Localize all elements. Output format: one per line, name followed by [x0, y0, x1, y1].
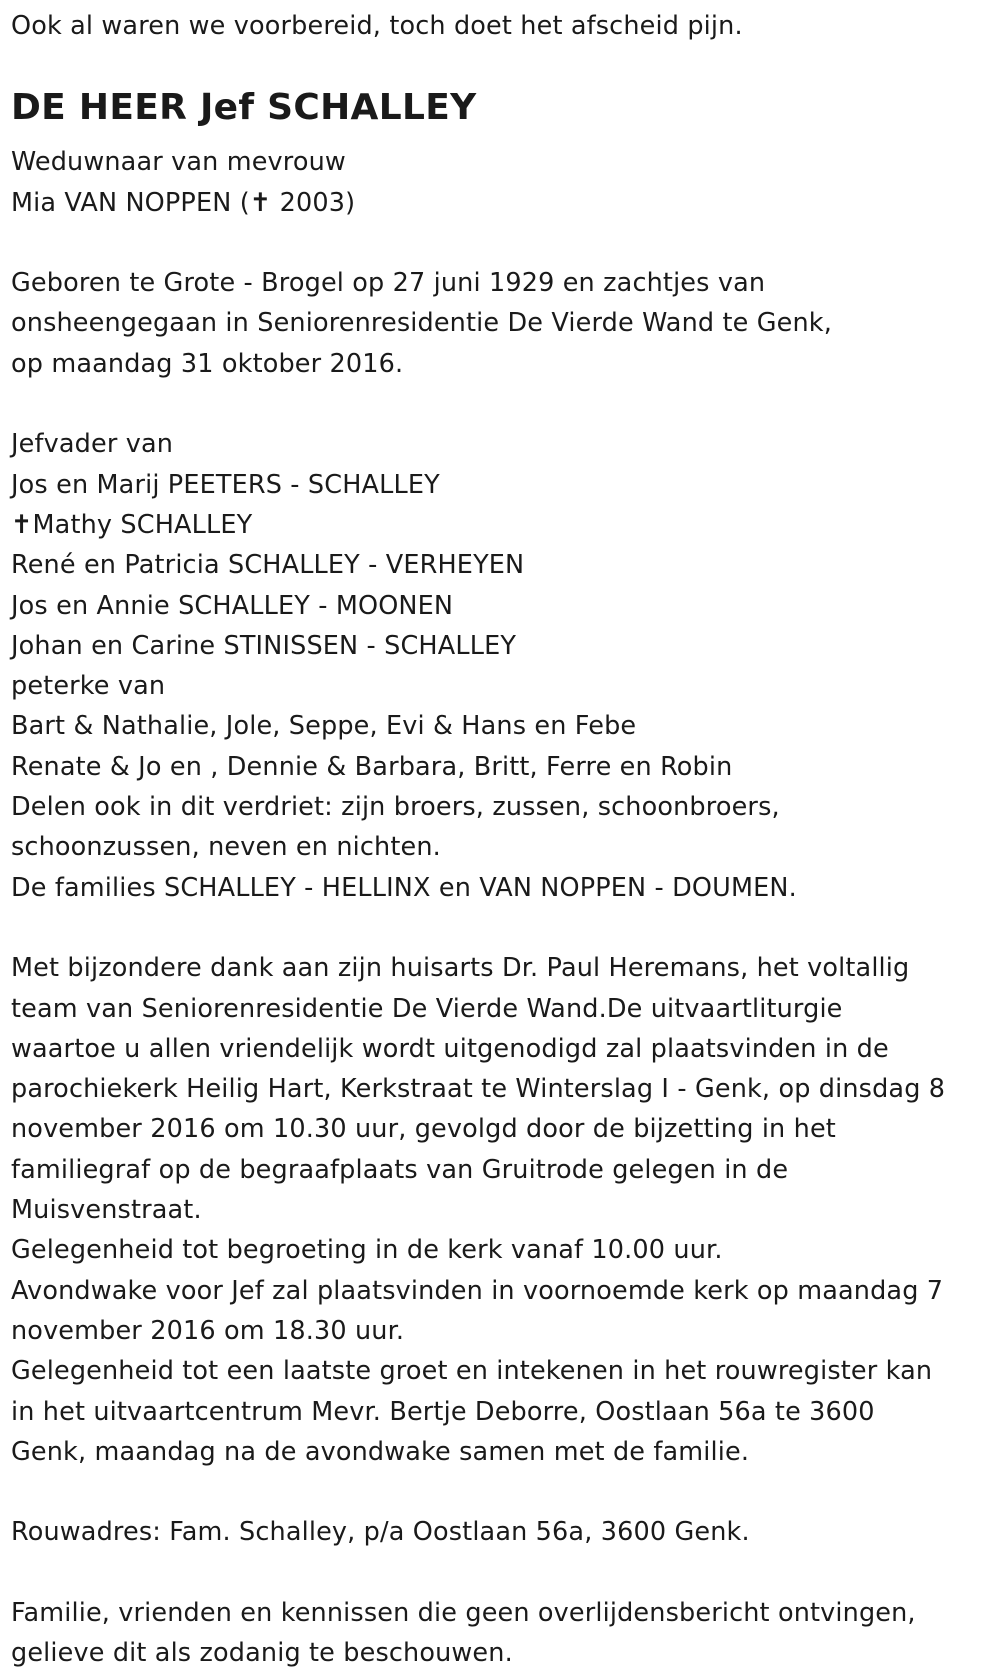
spacer — [11, 46, 996, 84]
closing-line: gelieve dit als zodanig te beschouwen. — [11, 1638, 513, 1669]
spacer — [11, 1553, 996, 1593]
spacer — [11, 223, 996, 263]
ceremony-line: waartoe u allen vriendelijk wordt uitgenodigd zal plaatsvinden in de — [11, 1033, 889, 1064]
family-line: Renate & Jo en , Dennie & Barbara, Britt, Ferre en Robin — [11, 751, 733, 782]
ceremony-line: parochiekerk Heilig Hart, Kerkstraat te Winterslag I - Genk, op dinsdag 8 — [11, 1074, 946, 1105]
deceased-name-title: DE HEER Jef SCHALLEY — [11, 87, 477, 129]
family-line: Jefvader van — [11, 429, 174, 460]
ceremony-line: Genk, maandag na de avondwake samen met de familie. — [11, 1436, 750, 1467]
spouse-line: Weduwnaar van mevrouw — [11, 147, 346, 178]
ceremony-block — [11, 948, 996, 1472]
closing-line: Familie, vrienden en kennissen die geen overlijdensbericht ontvingen, — [11, 1597, 916, 1628]
family-line: Delen ook in dit verdriet: zijn broers, zussen, schoonbroers, — [11, 792, 780, 823]
obituary-notice — [11, 0, 996, 1674]
spacer — [11, 908, 996, 948]
ceremony-line: Met bijzondere dank aan zijn huisarts Dr. Paul Heremans, het voltallig — [11, 953, 910, 984]
spacer — [11, 1472, 996, 1512]
spacer — [11, 384, 996, 424]
spouse-line: Mia VAN NOPPEN (✝ 2003) — [11, 187, 356, 218]
ceremony-line: Avondwake voor Jef zal plaatsvinden in voornoemde kerk op maandag 7 — [11, 1275, 944, 1306]
birth-death-block — [11, 263, 996, 384]
family-line: Jos en Annie SCHALLEY - MOONEN — [11, 590, 454, 621]
ceremony-line: november 2016 om 10.30 uur, gevolgd door de bijzetting in het — [11, 1114, 836, 1145]
family-line: Jos en Marij PEETERS - SCHALLEY — [11, 469, 440, 500]
family-line: schoonzussen, neven en nichten. — [11, 832, 441, 863]
ceremony-line: team van Seniorenresidentie De Vierde Wand.De uitvaartliturgie — [11, 993, 843, 1024]
family-line: ✝Mathy SCHALLEY — [11, 509, 253, 540]
ceremony-line: Gelegenheid tot begroeting in de kerk vanaf 10.00 uur. — [11, 1235, 723, 1266]
closing-block — [11, 1593, 996, 1674]
birth-death-line: Geboren te Grote - Brogel op 27 juni 1929 en zachtjes van — [11, 268, 766, 299]
opening-line: Ook al waren we voorbereid, toch doet het afscheid pijn. — [11, 11, 743, 41]
family-line: René en Patricia SCHALLEY - VERHEYEN — [11, 550, 525, 581]
spouse-block — [11, 142, 996, 223]
family-line: peterke van — [11, 671, 166, 702]
ceremony-line: november 2016 om 18.30 uur. — [11, 1315, 405, 1346]
family-line: Bart & Nathalie, Jole, Seppe, Evi & Hans en Febe — [11, 711, 637, 742]
ceremony-line: familiegraf op de begraafplaats van Gruitrode gelegen in de — [11, 1154, 789, 1185]
birth-death-line: onsheengegaan in Seniorenresidentie De Vierde Wand te Genk, — [11, 308, 832, 339]
birth-death-line: op maandag 31 oktober 2016. — [11, 348, 404, 379]
family-line: De families SCHALLEY - HELLINX en VAN NOPPEN - DOUMEN. — [11, 872, 797, 903]
ceremony-line: in het uitvaartcentrum Mevr. Bertje Deborre, Oostlaan 56a te 3600 — [11, 1396, 875, 1427]
ceremony-line: Muisvenstraat. — [11, 1195, 202, 1226]
ceremony-line: Gelegenheid tot een laatste groet en intekenen in het rouwregister kan — [11, 1356, 933, 1387]
family-line: Johan en Carine STINISSEN - SCHALLEY — [11, 630, 517, 661]
mourning-address: Rouwadres: Fam. Schalley, p/a Oostlaan 56a, 3600 Genk. — [11, 1517, 750, 1548]
family-block — [11, 424, 996, 908]
